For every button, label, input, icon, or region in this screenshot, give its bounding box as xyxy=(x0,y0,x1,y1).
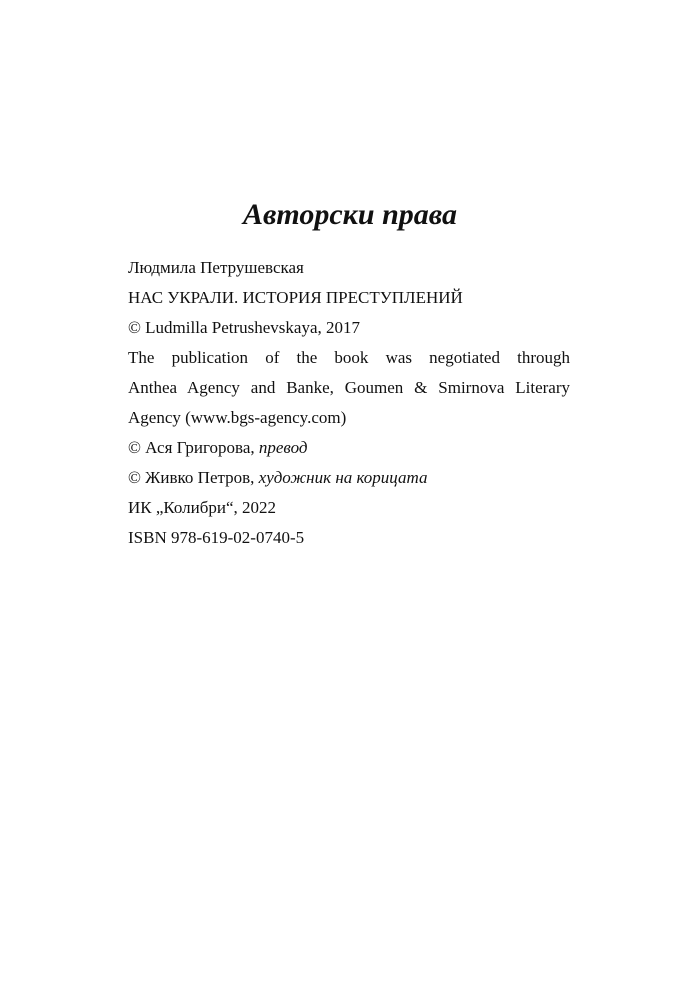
translator-line xyxy=(128,433,570,463)
translator-role: превод xyxy=(258,438,308,457)
cover-artist-role: художник на корицата xyxy=(258,468,428,487)
negotiation-line-3: Agency (www.bgs-agency.com) xyxy=(128,408,347,427)
page-title: Авторски права xyxy=(243,198,457,231)
isbn-line: ISBN 978-619-02-0740-5 xyxy=(128,528,305,547)
publisher-line: ИК „Колибри“, 2022 xyxy=(128,498,277,517)
author-copyright-line: © Ludmilla Petrushevskaya, 2017 xyxy=(128,318,360,337)
copyright-block xyxy=(128,253,570,553)
translator-name: © Ася Григорова, xyxy=(128,438,259,457)
author-line: Людмила Петрушевская xyxy=(128,258,304,277)
cover-artist-name: © Живко Петров, xyxy=(128,468,259,487)
book-title-line: НАС УКРАЛИ. ИСТОРИЯ ПРЕСТУПЛЕНИЙ xyxy=(128,288,463,307)
negotiation-line-1: The publication of the book was negotiated through xyxy=(128,348,570,367)
negotiation-line-2: Anthea Agency and Banke, Goumen & Smirnova Literary xyxy=(128,378,570,397)
cover-artist-line xyxy=(128,463,570,493)
